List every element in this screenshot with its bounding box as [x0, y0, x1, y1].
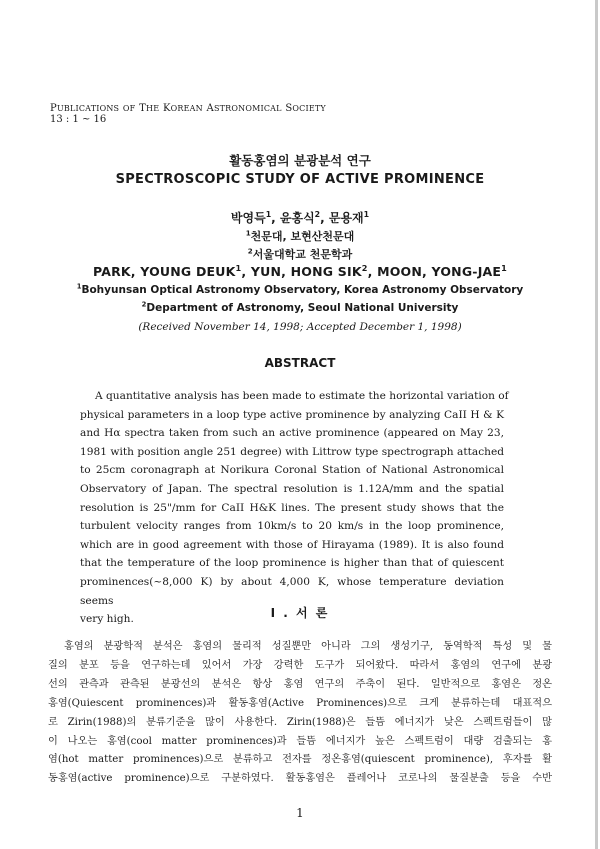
english-authors: PARK, YOUNG DEUK$^1$, YUN, HONG SIK$^2$, MOON, YONG-JAE$^1$ — [92, 262, 507, 279]
english-title: SPECTROSCOPIC STUDY OF ACTIVE PROMINENCE — [115, 172, 485, 187]
page-number: 1 — [296, 806, 304, 820]
section-heading: I . 서 론 — [270, 606, 330, 620]
abstract-line: prominences(~8,000 K) by about 4,000 K, whose temperature deviation seems — [80, 575, 504, 607]
body-line: 동홍염(active prominence)으로 구분하였다. 활동홍염은 플레어나 코로나의 물질분출 등을 수반 — [48, 773, 552, 785]
abstract-line: physical parameters in a loop type active prominence by analyzing CaII H & K — [80, 408, 504, 421]
received-date: (Received November 14, 1998; Accepted December 1, 1998) — [138, 321, 462, 333]
abstract-text — [80, 387, 509, 629]
body-line: 선의 관측과 관측된 분광선의 분석은 항상 홍염 연구의 주축이 된다. 일반적으로 홍염은 정온 — [48, 678, 552, 690]
abstract-line: turbulent velocity ranges from 10km/s to 20 km/s in the loop prominence, — [80, 520, 504, 533]
english-affiliation-1: $^1$Bohyunsan Optical Astronomy Observatory, Korea Astronomy Observatory — [76, 282, 524, 296]
body-line: 로 Zirin(1988)의 분류기준을 많이 사용한다. Zirin(1988)은 들뜸 에너지가 낮은 스펙트럼들이 많 — [48, 716, 552, 728]
abstract-heading: ABSTRACT — [264, 356, 336, 370]
body-line: 질의 분포 등을 연구하는데 있어서 가장 강력한 도구가 되어왔다. 따라서 홍염의 연구에 분광 — [48, 659, 552, 671]
korean-affiliation-2: $^2$서울대학교 천문학과 — [247, 246, 353, 261]
journal-name: Publications of The Korean Astronomical Society — [50, 101, 326, 114]
body-line: 염(hot matter prominences)으로 분류하고 전자를 정온홍염(quiescent prominence), 후자를 활 — [48, 754, 552, 766]
korean-authors: 박영득$^1$, 윤홍식$^2$, 문용재$^1$ — [230, 210, 370, 225]
abstract-line: to 25cm coronagraph at Norikura Coronal Station of National Astronomical — [80, 464, 504, 477]
body-line: 이 나오는 홍염(cool matter prominences)과 들뜸 에너지가 높은 스펙트럼이 대량 검출되는 홍 — [48, 735, 552, 747]
korean-title: 활동홍염의 분광분석 연구 — [229, 153, 371, 168]
english-affiliation-2: $^2$Department of Astronomy, Seoul National University — [141, 300, 459, 314]
abstract-line: very high. — [80, 613, 134, 626]
abstract-line: Observatory of Japan. The spectral resolution is 1.12A/mm and the spatial — [80, 482, 504, 495]
korean-affiliation-1: $^1$천문대, 보현산천문대 — [245, 228, 355, 243]
abstract-line: 1981 with position angle 251 degree) with Littrow type spectrograph attached — [80, 445, 504, 458]
abstract-line: that the temperature of the loop prominence is higher than that of quiescent — [80, 557, 504, 570]
introduction-text — [48, 638, 552, 789]
volume-pages: 13 : 1 ~ 16 — [50, 114, 107, 125]
abstract-line: A quantitative analysis has been made to estimate the horizontal variation of — [95, 390, 509, 402]
body-line: 홍염의 분광학적 분석은 홍염의 물리적 성질뿐만 아니라 그의 생성기구, 동역학적 특성 및 물 — [64, 641, 552, 652]
body-line: 홍염(Quiescent prominences)과 활동홍염(Active Prominences)으로 크게 분류하는데 대표적으 — [48, 697, 552, 709]
abstract-line: which are in good agreement with those of Hirayama (1989). It is also found — [80, 538, 504, 551]
scan-edge — [595, 0, 598, 849]
abstract-line: and Hα spectra taken from such an active prominence (appeared on May 23, — [80, 427, 504, 440]
abstract-line: resolution is 25"/mm for CaII H&K lines. The present study shows that the — [80, 501, 504, 514]
